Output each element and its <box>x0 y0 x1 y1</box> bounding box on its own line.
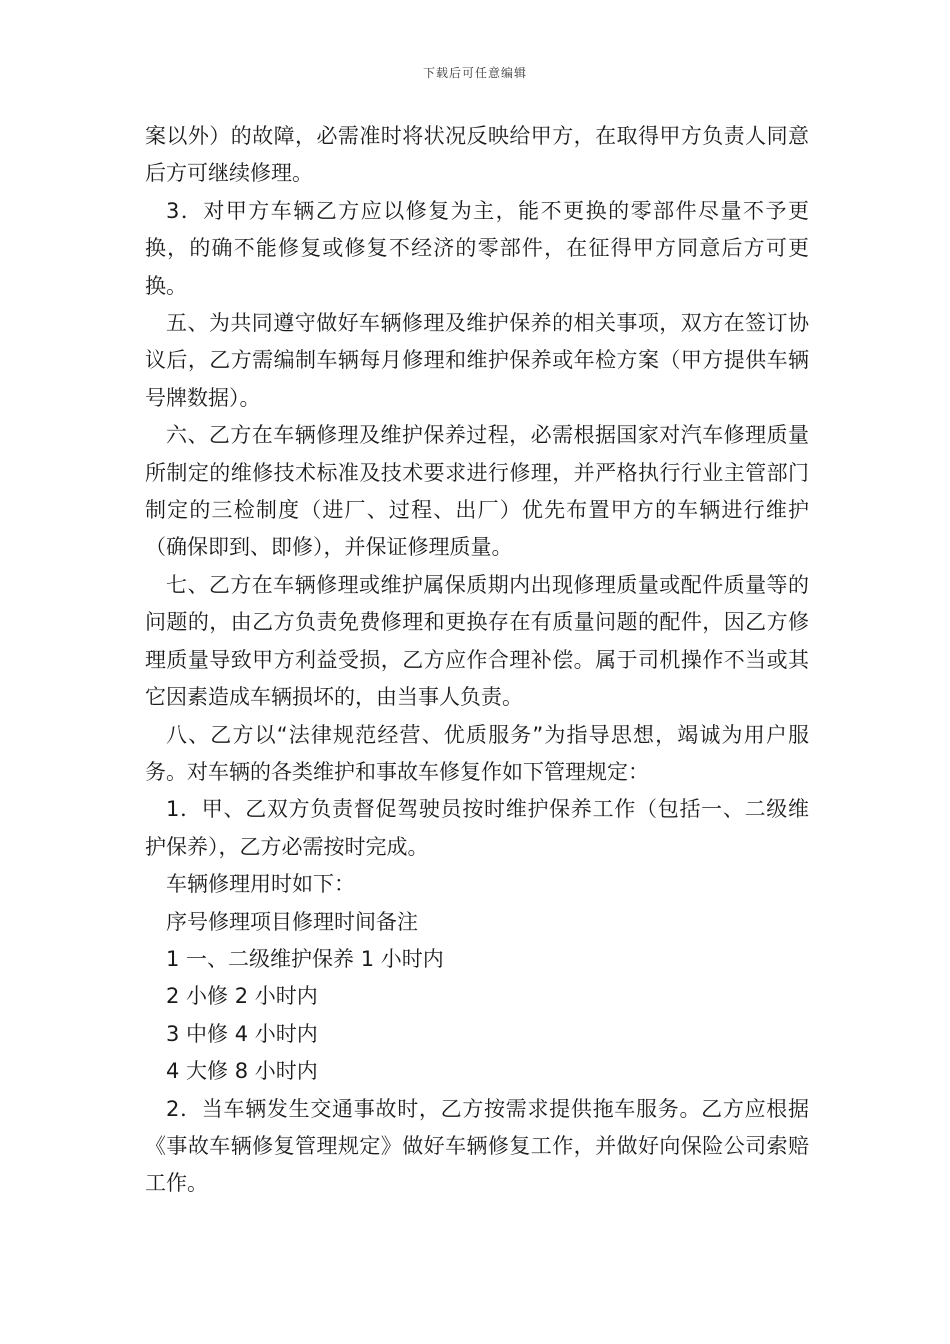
paragraph-case-continuation: 案以外）的故障，必需准时将状况反映给甲方，在取得甲方负责人同意后方可继续修理。 <box>145 124 809 186</box>
paragraph-item-1: 1．甲、乙双方负责督促驾驶员按时维护保养工作（包括一、二级维护保养），乙方必需按时完成。 <box>145 797 809 859</box>
paragraph-item-3: 3．对甲方车辆乙方应以修复为主，能不更换的零部件尽量不予更换，的确不能修复或修复不经济的零部件，在征得甲方同意后方可更换。 <box>145 198 809 298</box>
repair-table-row: 4 大修 8 小时内 <box>166 1059 318 1084</box>
paragraph-section-8: 八、乙方以“法律规范经营、优质服务”为指导思想，竭诚为用户服务。对车辆的各类维护和事故车修复作如下管理规定： <box>145 722 809 784</box>
repair-table-row: 3 中修 4 小时内 <box>166 1021 318 1046</box>
repair-table-row: 1 一、二级维护保养 1 小时内 <box>166 946 444 971</box>
page-header: 下载后可任意编辑 <box>422 66 527 80</box>
repair-table-header: 序号修理项目修理时间备注 <box>166 909 418 934</box>
repair-table-row: 2 小修 2 小时内 <box>166 984 318 1009</box>
repair-time-intro: 车辆修理用时如下： <box>166 872 355 897</box>
paragraph-section-5: 五、为共同遵守做好车辆修理及维护保养的相关事项，双方在签订协议后，乙方需编制车辆每月修理和维护保养或年检方案（甲方提供车辆号牌数据）。 <box>145 311 809 410</box>
paragraph-section-7: 七、乙方在车辆修理或维护属保质期内出现修理质量或配件质量等的问题的，由乙方负责免费修理和更换存在有质量问题的配件，因乙方修理质量导致甲方利益受损，乙方应作合理补偿。属于司机操作不当或其它因素造成车辆损坏的，由当事人负责。 <box>145 572 809 710</box>
document-body <box>145 118 809 1203</box>
paragraph-item-2: 2．当车辆发生交通事故时，乙方按需求提供拖车服务。乙方应根据《事故车辆修复管理规定》做好车辆修复工作，并做好向保险公司索赔工作。 <box>145 1096 809 1196</box>
paragraph-section-6: 六、乙方在车辆修理及维护保养过程，必需根据国家对汽车修理质量所制定的维修技术标准及技术要求进行修理，并严格执行行业主管部门制定的三检制度（进厂、过程、出厂）优先布置甲方的车辆进行维护（确保即到、即修），并保证修理质量。 <box>145 423 809 560</box>
